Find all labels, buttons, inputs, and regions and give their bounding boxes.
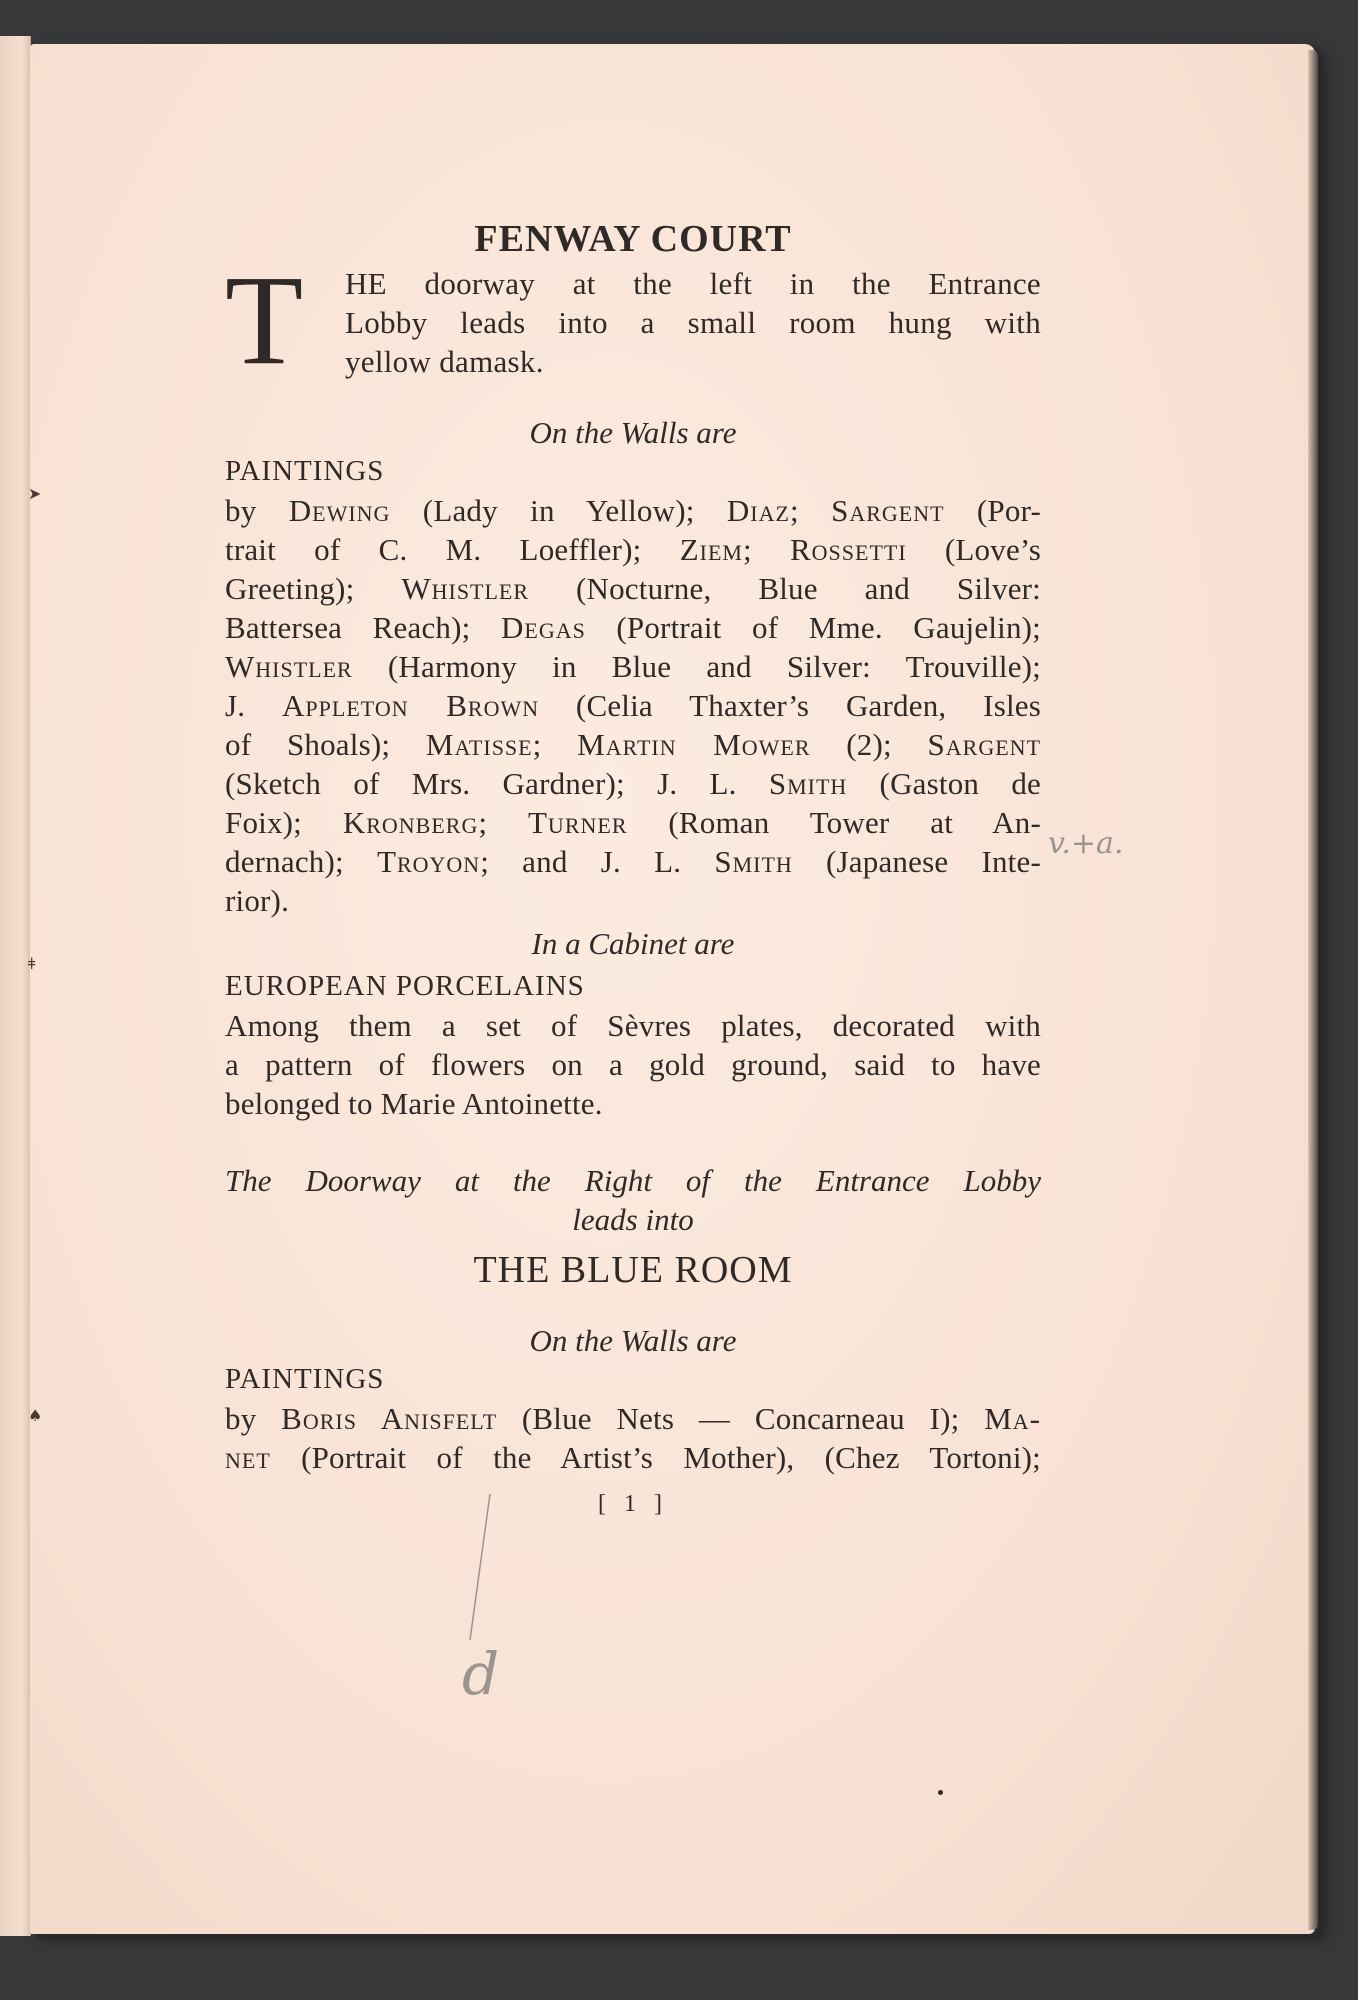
- paintings-line: Foix); Kronberg; Turner (Roman Tower at An-: [225, 805, 1041, 840]
- paintings-line: rior).: [225, 883, 290, 918]
- walls-heading: On the Walls are: [529, 1323, 737, 1358]
- porcelains-paragraph: [225, 1006, 1041, 1123]
- blue-room-title: THE BLUE ROOM: [473, 1249, 793, 1291]
- paintings-heading: PAINTINGS: [225, 1363, 385, 1395]
- doorway-right-heading: The Doorway at the Right of the Entrance Lobby: [225, 1163, 1041, 1198]
- paintings-line: (Sketch of Mrs. Gardner); J. L. Smith (Gaston de: [225, 766, 1041, 801]
- page-edge-shadow: [1308, 50, 1318, 1930]
- doorway-right-subheading: leads into: [572, 1202, 694, 1237]
- pencil-stroke: [460, 1490, 500, 1650]
- paintings-list: [225, 491, 1041, 920]
- blue-room-paintings-list: [225, 1399, 1041, 1477]
- intro-line: yellow damask.: [345, 344, 544, 379]
- margin-tick-mark: ♠: [28, 1406, 43, 1425]
- pencil-annotation: v.+a.: [1048, 826, 1124, 861]
- porcelains-line: a pattern of flowers on a gold ground, said to have: [225, 1047, 1041, 1082]
- paintings-line: by Dewing (Lady in Yellow); Diaz; Sargent (Por-: [225, 493, 1041, 528]
- margin-tick-mark: ➤: [28, 484, 42, 503]
- paintings-line: Whistler (Harmony in Blue and Silver: Trouville);: [225, 649, 1041, 684]
- paintings-line: net (Portrait of the Artist’s Mother), (Chez Tortoni);: [225, 1440, 1041, 1475]
- page-title: FENWAY COURT: [474, 218, 792, 260]
- porcelains-heading: EUROPEAN PORCELAINS: [225, 970, 585, 1002]
- pencil-annotation: d: [462, 1640, 500, 1708]
- intro-paragraph: [225, 249, 1041, 391]
- intro-line: HE doorway at the left in the Entrance: [345, 266, 1041, 301]
- paintings-line: trait of C. M. Loeffler); Ziem; Rossetti (Love’s: [225, 532, 1041, 567]
- ink-speck: [938, 1790, 943, 1795]
- page-number: [ 1 ]: [598, 1491, 668, 1517]
- porcelains-line: belonged to Marie Antoinette.: [225, 1086, 603, 1121]
- intro-line: Lobby leads into a small room hung with: [345, 305, 1041, 340]
- paintings-line: Battersea Reach); Degas (Portrait of Mme. Gaujelin);: [225, 610, 1041, 645]
- paintings-line: by Boris Anisfelt (Blue Nets — Concarneau I); Ma-: [225, 1401, 1041, 1436]
- walls-heading: On the Walls are: [529, 415, 737, 450]
- paintings-line: dernach); Troyon; and J. L. Smith (Japanese Inte-: [225, 844, 1041, 879]
- paintings-line: of Shoals); Matisse; Martin Mower (2); Sargent: [225, 727, 1042, 762]
- page-text: [225, 214, 1041, 1519]
- paintings-heading: PAINTINGS: [225, 455, 385, 487]
- paintings-line: Greeting); Whistler (Nocturne, Blue and Silver:: [225, 571, 1041, 606]
- porcelains-line: Among them a set of Sèvres plates, decorated with: [225, 1008, 1041, 1043]
- facing-page-edge: [0, 36, 31, 1936]
- margin-tick-mark: ǂ: [28, 954, 36, 973]
- paintings-line: J. Appleton Brown (Celia Thaxter’s Garden, Isles: [225, 688, 1041, 723]
- drop-cap: T: [225, 249, 304, 391]
- cabinet-heading: In a Cabinet are: [531, 926, 735, 961]
